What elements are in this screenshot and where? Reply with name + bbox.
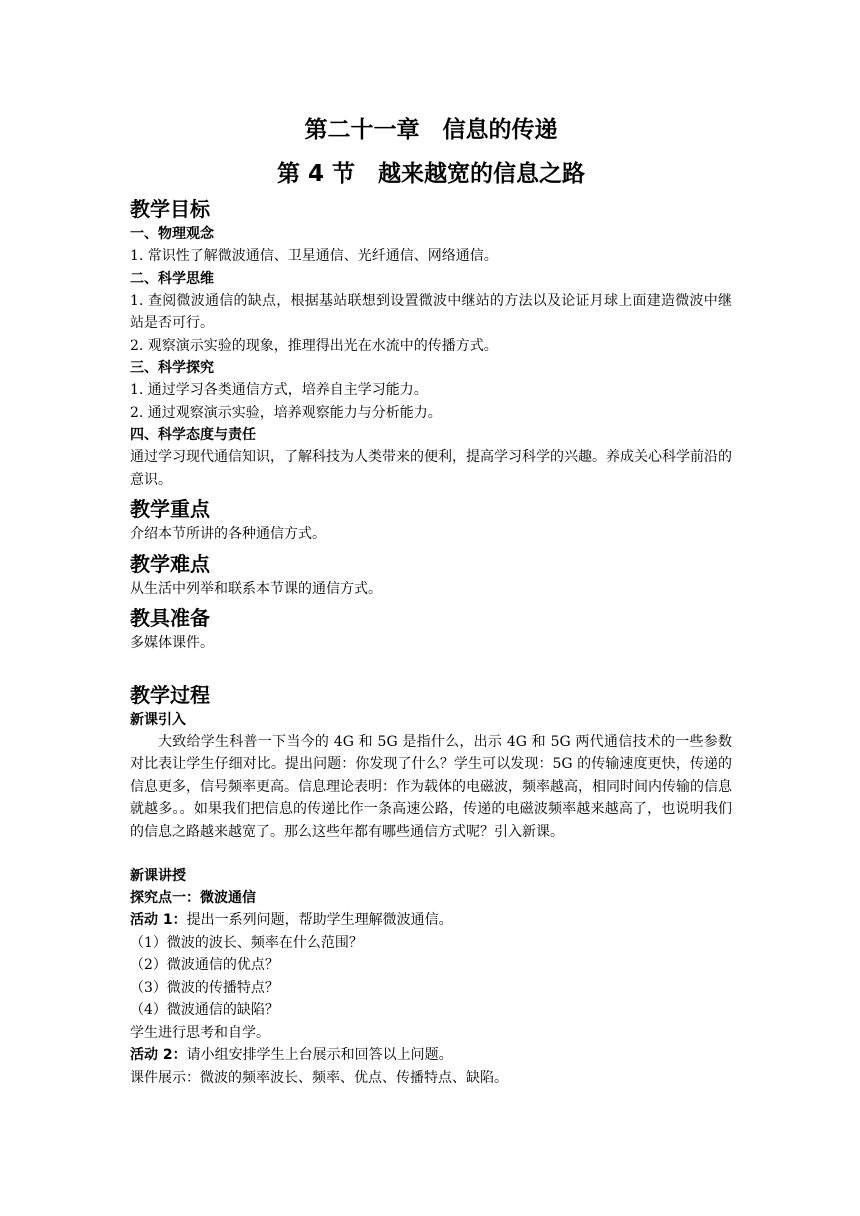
activity1-label: 活动 1：: [130, 912, 187, 928]
chapter-title: 第二十一章 信息的传递: [304, 117, 558, 143]
student-text: 学生进行思考和自学。: [130, 1024, 270, 1041]
physics-item: 1. 常识性了解微波通信、卫星通信、光纤通信、网络通信。: [130, 248, 498, 264]
difficulties-text: 从生活中列举和联系本节课的通信方式。: [130, 580, 382, 597]
process-heading: 教学过程: [130, 682, 210, 707]
difficulties-heading: 教学难点: [130, 551, 210, 576]
section-title: 第 4 节 越来越宽的信息之路: [276, 161, 586, 187]
question-item: （4）微波通信的缺陷？: [130, 1002, 279, 1018]
thinking-heading: 二、科学思维: [130, 270, 214, 287]
inquiry-item: 1. 通过学习各类通信方式，培养自主学习能力。: [130, 382, 428, 398]
intro-text: 大致给学生科普一下当今的 4G 和 5G 是指什么，出示 4G 和 5G 两代通信技术的一些参数对比表让学生仔细对比。提出问题：你发现了什么？学生可以发现：5G 的传输速度更快，传递的信息更多，信号频率更高。信息理论表明：作为载体的电磁波，频率越高，相同时间内传输的信息就越多。。如果我们把信息的传递比作一条高速公路，传递的电磁波频率越来越高了，也说明我们的信息之路越来越宽了。那么这些年都有哪些通信方式呢？引入新课。: [130, 733, 732, 840]
question-item: （3）微波的传播特点？: [130, 979, 279, 996]
inquiry-heading: 三、科学探究: [130, 360, 214, 376]
materials-heading: 教具准备: [130, 606, 210, 630]
activity1-text: 提出一系列问题，帮助学生理解微波通信。: [186, 912, 453, 928]
activity2-text: 请小组安排学生上台展示和回答以上问题。: [186, 1047, 453, 1063]
spacer: [130, 843, 732, 865]
inquiry-item: 2. 通过观察演示实验，培养观察能力与分析能力。: [130, 404, 442, 421]
lecture-heading: 新课讲授: [130, 868, 186, 884]
question-item: （1）微波的波长、频率在什么范围？: [130, 934, 363, 951]
point1-heading: 探究点一：微波通信: [130, 890, 256, 906]
attitude-text: 通过学习现代通信知识，了解科技为人类带来的便利，提高学习科学的兴趣。养成关心科学前沿的意识。: [130, 449, 732, 488]
activity2-line: [130, 1044, 732, 1067]
thinking-item: 2. 观察演示实验的现象，推理得出光在水流中的传播方式。: [130, 337, 498, 354]
attitude-heading: 四、科学态度与责任: [130, 427, 256, 443]
activity1-line: [130, 909, 732, 932]
physics-heading: 一、物理观念: [130, 226, 214, 242]
key-points-heading: 教学重点: [130, 497, 210, 521]
intro-heading: 新课引入: [130, 711, 186, 728]
activity2-label: 活动 2：: [130, 1047, 187, 1063]
courseware-text: 课件展示：微波的频率波长、频率、优点、传播特点、缺陷。: [130, 1069, 508, 1086]
question-item: （2）微波通信的优点？: [130, 957, 279, 973]
goals-heading: 教学目标: [130, 197, 210, 221]
thinking-item: 1. 查阅微波通信的缺点，根据基站联想到设置微波中继站的方法以及论证月球上面建造微波中继站是否可行。: [130, 292, 732, 331]
document-content: [130, 113, 732, 1089]
spacer: [130, 655, 732, 677]
key-points-text: 介绍本节所讲的各种通信方式。: [130, 526, 326, 542]
materials-text: 多媒体课件。: [130, 635, 214, 651]
